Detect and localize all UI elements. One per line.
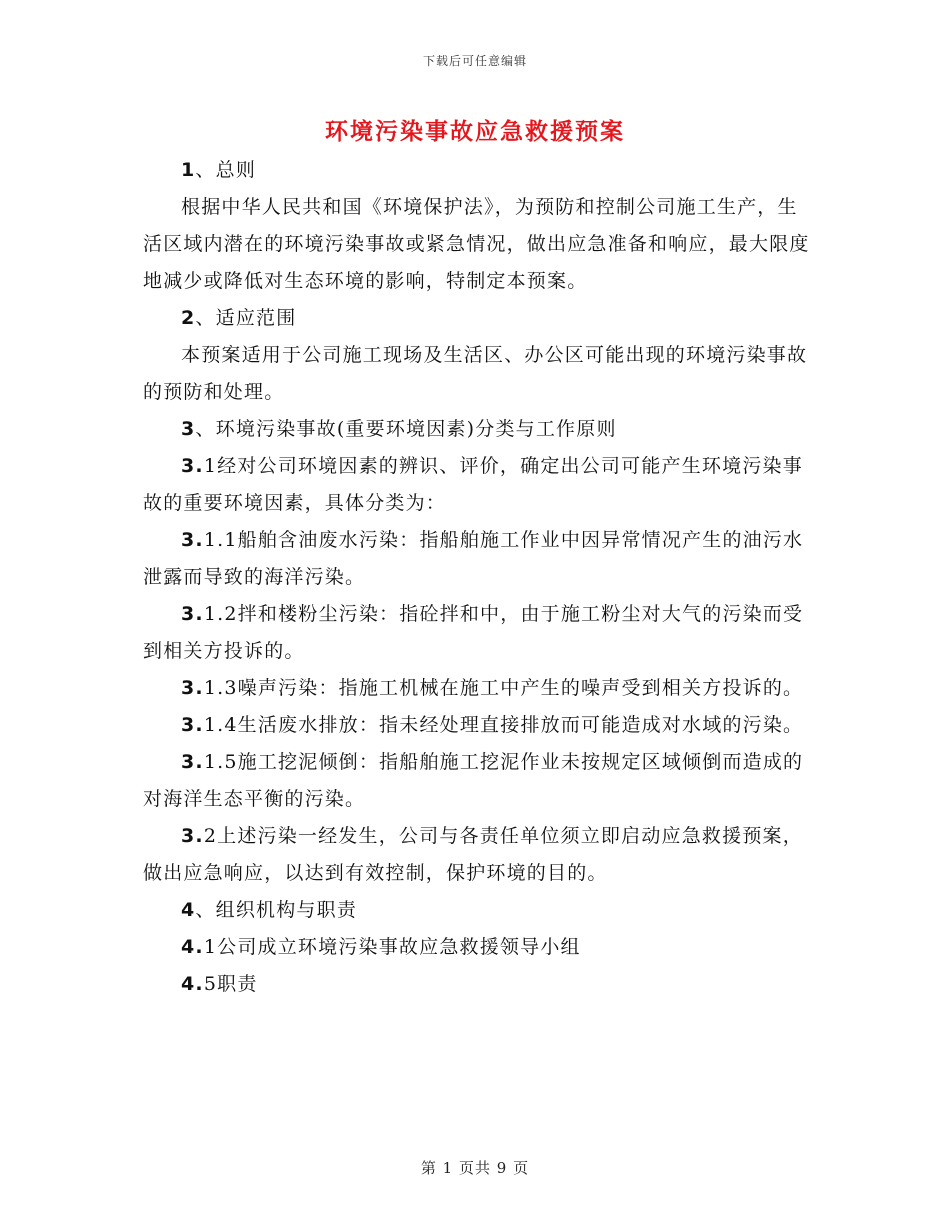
section-number: 3.: [181, 714, 204, 736]
paragraph: [143, 596, 813, 670]
page-footer: 第 1 页共 9 页: [420, 1159, 530, 1177]
paragraph-text: 2上述污染一经发生，公司与各责任单位须立即启动应急救援预案，做出应急响应，以达到有效控制，保护环境的目的。: [143, 825, 803, 884]
paragraph-text: 、总则: [195, 159, 257, 181]
section-number: 4.: [181, 973, 204, 995]
paragraph-text: 、环境污染事故(重要环境因素)分类与工作原则: [195, 418, 617, 440]
section-number: 2: [181, 307, 196, 329]
section-number: 3.: [181, 677, 204, 699]
header-note: 下载后可任意编辑: [422, 54, 527, 68]
paragraph: [143, 448, 813, 522]
paragraph: [143, 744, 813, 818]
paragraph-text: 1.2拌和楼粉尘污染：指砼拌和中，由于施工粉尘对大气的污染而受到相关方投诉的。: [143, 603, 804, 662]
paragraph: [143, 892, 813, 929]
section-number: 3.: [181, 751, 204, 773]
paragraph: [143, 152, 813, 189]
paragraph-text: 1.1船舶含油废水污染：指船舶施工作业中因异常情况产生的油污水泄露而导致的海洋污染。: [143, 529, 804, 588]
paragraph: [143, 522, 813, 596]
section-number: 4.: [181, 936, 204, 958]
section-number: 3.: [181, 455, 204, 477]
paragraph-text: 、适应范围: [195, 307, 297, 329]
paragraph-text: 1.3噪声污染：指施工机械在施工中产生的噪声受到相关方投诉的。: [203, 677, 804, 699]
document-title: 环境污染事故应急救援预案: [325, 118, 625, 145]
section-number: 3.: [181, 529, 204, 551]
paragraph-text: 根据中华人民共和国《环境保护法》，为预防和控制公司施工生产，生活区域内潜在的环境污染事故或紧急情况，做出应急准备和响应，最大限度地减少或降低对生态环境的影响，特制定本预案。: [143, 196, 810, 292]
paragraph: [143, 818, 813, 892]
paragraph: [143, 189, 813, 300]
document-body: [143, 152, 813, 1003]
paragraph-text: 5职责: [203, 973, 258, 995]
section-number: 3: [181, 418, 196, 440]
paragraph: [143, 670, 813, 707]
section-number: 3.: [181, 825, 204, 847]
section-number: 3.: [181, 603, 204, 625]
paragraph: [143, 337, 813, 411]
paragraph-text: 1经对公司环境因素的辨识、评价，确定出公司可能产生环境污染事故的重要环境因素，具体分类为：: [143, 455, 803, 514]
paragraph: [143, 300, 813, 337]
paragraph: [143, 929, 813, 966]
section-number: 1: [181, 159, 196, 181]
paragraph-text: 1公司成立环境污染事故应急救援领导小组: [203, 936, 581, 958]
paragraph: [143, 707, 813, 744]
paragraph-text: 1.4生活废水排放：指未经处理直接排放而可能造成对水域的污染。: [203, 714, 804, 736]
paragraph: [143, 411, 813, 448]
section-number: 4: [181, 899, 196, 921]
paragraph-text: 本预案适用于公司施工现场及生活区、办公区可能出现的环境污染事故的预防和处理。: [143, 344, 808, 403]
paragraph-text: 1.5施工挖泥倾倒：指船舶施工挖泥作业未按规定区域倾倒而造成的对海洋生态平衡的污染。: [143, 751, 804, 810]
paragraph-text: 、组织机构与职责: [195, 899, 358, 921]
paragraph: [143, 966, 813, 1003]
